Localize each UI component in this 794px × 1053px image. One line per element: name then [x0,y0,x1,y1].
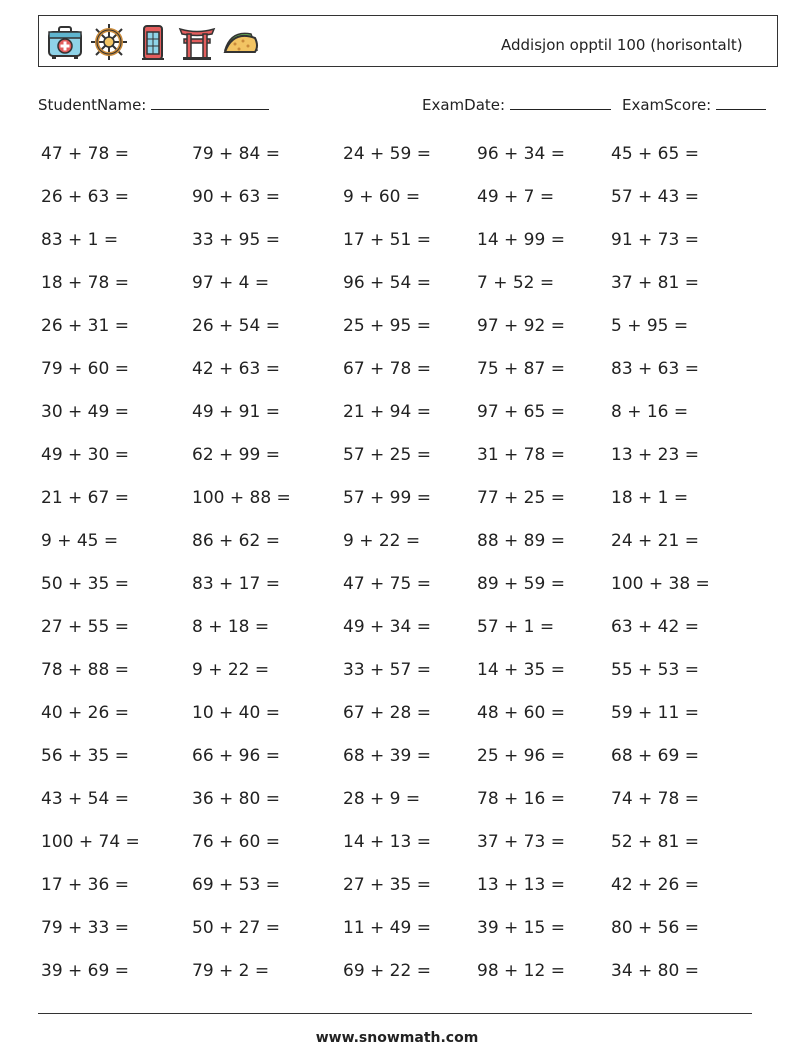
problem-cell: 26 + 31 = [41,316,129,336]
problem-cell: 83 + 1 = [41,230,119,250]
problem-cell: 79 + 2 = [192,961,270,981]
problem-cell: 18 + 78 = [41,273,129,293]
problem-cell: 57 + 43 = [611,187,699,207]
problem-cell: 7 + 52 = [477,273,555,293]
problem-cell: 63 + 42 = [611,617,699,637]
problem-cell: 25 + 95 = [343,316,431,336]
exam-date-label: ExamDate: [422,96,506,114]
problem-cell: 49 + 91 = [192,402,280,422]
problem-cell: 67 + 78 = [343,359,431,379]
problem-cell: 76 + 60 = [192,832,280,852]
problem-cell: 11 + 49 = [343,918,431,938]
phone-booth-icon [133,22,173,62]
problem-cell: 27 + 55 = [41,617,129,637]
problem-cell: 98 + 12 = [477,961,565,981]
problem-grid [41,133,745,993]
problem-cell: 31 + 78 = [477,445,565,465]
problem-cell: 33 + 95 = [192,230,280,250]
problem-cell: 13 + 23 = [611,445,699,465]
problem-cell: 100 + 88 = [192,488,291,508]
problem-cell: 49 + 34 = [343,617,431,637]
problem-cell: 57 + 25 = [343,445,431,465]
problem-cell: 47 + 75 = [343,574,431,594]
problem-cell: 18 + 1 = [611,488,689,508]
problem-cell: 30 + 49 = [41,402,129,422]
problem-cell: 97 + 92 = [477,316,565,336]
problem-cell: 96 + 54 = [343,273,431,293]
problem-cell: 26 + 54 = [192,316,280,336]
problem-cell: 24 + 21 = [611,531,699,551]
problem-cell: 56 + 35 = [41,746,129,766]
problem-cell: 100 + 38 = [611,574,710,594]
problem-cell: 9 + 45 = [41,531,119,551]
problem-cell: 83 + 63 = [611,359,699,379]
problem-cell: 34 + 80 = [611,961,699,981]
problem-cell: 83 + 17 = [192,574,280,594]
problem-cell: 45 + 65 = [611,144,699,164]
problem-cell: 40 + 26 = [41,703,129,723]
problem-cell: 27 + 35 = [343,875,431,895]
problem-cell: 14 + 99 = [477,230,565,250]
problem-cell: 39 + 69 = [41,961,129,981]
worksheet-title: Addisjon opptil 100 (horisontalt) [501,36,743,54]
problem-cell: 68 + 39 = [343,746,431,766]
problem-cell: 42 + 63 = [192,359,280,379]
problem-cell: 26 + 63 = [41,187,129,207]
problem-cell: 25 + 96 = [477,746,565,766]
problem-cell: 67 + 28 = [343,703,431,723]
problem-cell: 42 + 26 = [611,875,699,895]
problem-cell: 79 + 84 = [192,144,280,164]
student-name-field[interactable] [38,94,269,114]
problem-cell: 91 + 73 = [611,230,699,250]
problem-cell: 88 + 89 = [477,531,565,551]
problem-cell: 24 + 59 = [343,144,431,164]
problem-cell: 17 + 51 = [343,230,431,250]
problem-cell: 79 + 60 = [41,359,129,379]
problem-cell: 77 + 25 = [477,488,565,508]
problem-cell: 78 + 88 = [41,660,129,680]
problem-cell: 50 + 27 = [192,918,280,938]
problem-cell: 59 + 11 = [611,703,699,723]
problem-cell: 14 + 13 = [343,832,431,852]
exam-score-field[interactable] [622,94,766,114]
problem-cell: 37 + 81 = [611,273,699,293]
problem-cell: 9 + 60 = [343,187,421,207]
problem-cell: 75 + 87 = [477,359,565,379]
problem-cell: 80 + 56 = [611,918,699,938]
problem-cell: 97 + 4 = [192,273,270,293]
problem-cell: 47 + 78 = [41,144,129,164]
problem-cell: 8 + 16 = [611,402,689,422]
footer-divider [38,1013,752,1014]
exam-date-blank[interactable] [510,94,611,110]
problem-cell: 17 + 36 = [41,875,129,895]
problem-cell: 96 + 34 = [477,144,565,164]
problem-cell: 21 + 94 = [343,402,431,422]
ship-wheel-icon [89,22,129,62]
problem-cell: 55 + 53 = [611,660,699,680]
student-name-label: StudentName: [38,96,147,114]
problem-cell: 9 + 22 = [192,660,270,680]
problem-cell: 57 + 1 = [477,617,555,637]
problem-cell: 86 + 62 = [192,531,280,551]
torii-gate-icon [177,22,217,62]
problem-cell: 52 + 81 = [611,832,699,852]
problem-cell: 21 + 67 = [41,488,129,508]
problem-cell: 66 + 96 = [192,746,280,766]
problem-cell: 57 + 99 = [343,488,431,508]
problem-cell: 97 + 65 = [477,402,565,422]
problem-cell: 14 + 35 = [477,660,565,680]
problem-cell: 43 + 54 = [41,789,129,809]
problem-cell: 100 + 74 = [41,832,140,852]
student-name-blank[interactable] [151,94,269,110]
footer-website: www.snowmath.com [315,1030,479,1046]
first-aid-kit-icon [45,22,85,62]
problem-cell: 62 + 99 = [192,445,280,465]
problem-cell: 74 + 78 = [611,789,699,809]
problem-cell: 49 + 30 = [41,445,129,465]
problem-cell: 78 + 16 = [477,789,565,809]
taco-icon [221,22,261,62]
problem-cell: 28 + 9 = [343,789,421,809]
problem-cell: 8 + 18 = [192,617,270,637]
problem-cell: 90 + 63 = [192,187,280,207]
problem-cell: 33 + 57 = [343,660,431,680]
exam-score-label: ExamScore: [622,96,712,114]
exam-score-blank[interactable] [716,94,766,110]
problem-cell: 36 + 80 = [192,789,280,809]
problem-cell: 50 + 35 = [41,574,129,594]
problem-cell: 37 + 73 = [477,832,565,852]
worksheet-header [38,15,778,67]
problem-cell: 48 + 60 = [477,703,565,723]
problem-cell: 68 + 69 = [611,746,699,766]
problem-cell: 5 + 95 = [611,316,689,336]
problem-cell: 10 + 40 = [192,703,280,723]
problem-cell: 89 + 59 = [477,574,565,594]
exam-date-field[interactable] [422,94,611,114]
problem-cell: 69 + 22 = [343,961,431,981]
problem-cell: 13 + 13 = [477,875,565,895]
problem-cell: 69 + 53 = [192,875,280,895]
problem-cell: 49 + 7 = [477,187,555,207]
problem-cell: 9 + 22 = [343,531,421,551]
problem-cell: 79 + 33 = [41,918,129,938]
problem-cell: 39 + 15 = [477,918,565,938]
